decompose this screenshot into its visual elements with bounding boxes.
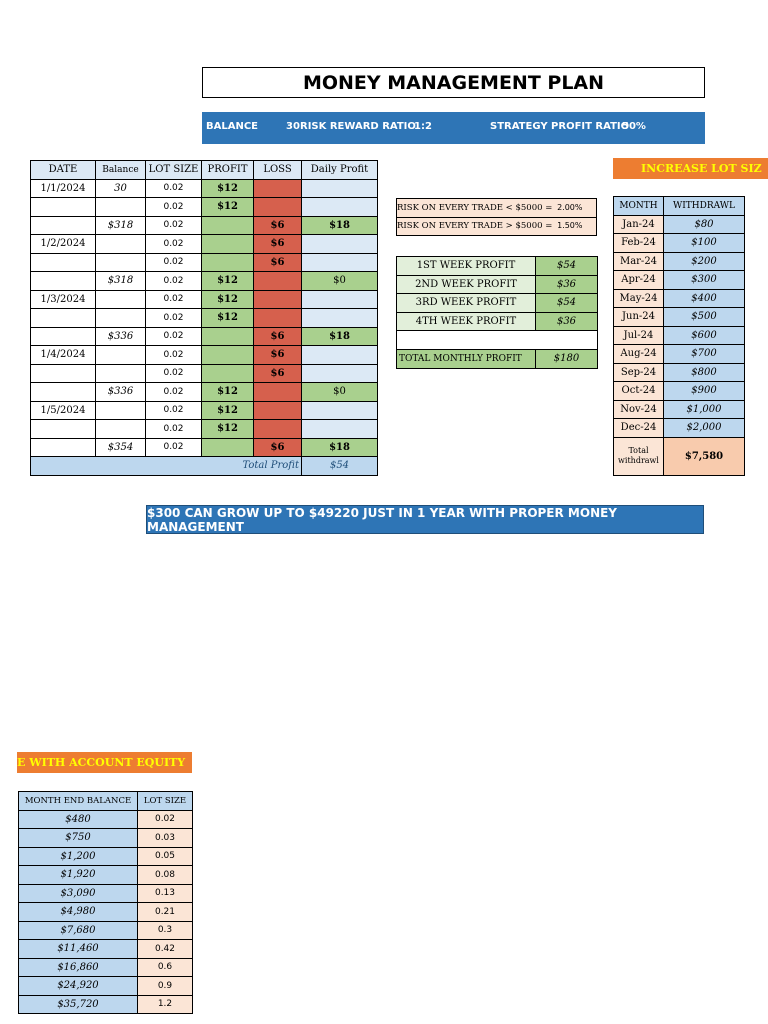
withdrawal-row (614, 271, 745, 290)
date-cell[interactable] (31, 364, 96, 383)
date-cell[interactable] (31, 420, 96, 439)
col-header-loss: LOSS (254, 161, 302, 180)
withdrawal-row (614, 289, 745, 308)
col-header-month-end-balance: MONTH END BALANCE (19, 792, 138, 811)
balance-cell[interactable]: 30 (96, 179, 146, 198)
withdrawl-cell[interactable]: $800 (664, 363, 745, 382)
equity-row (19, 829, 193, 848)
daily-profit-cell[interactable]: $0 (302, 272, 378, 291)
risk-label: RISK ON EVERY TRADE < $5000 = (397, 202, 553, 213)
weekly-spacer-row (397, 331, 598, 350)
monthly-profit-row (397, 350, 598, 369)
profit-cell[interactable] (202, 346, 254, 365)
balance-cell[interactable] (96, 420, 146, 439)
profit-cell[interactable] (202, 438, 254, 457)
month-end-balance-cell[interactable]: $7,680 (19, 921, 138, 940)
withdrawl-cell[interactable]: $500 (664, 308, 745, 327)
date-cell[interactable] (31, 272, 96, 291)
balance-cell[interactable]: $318 (96, 272, 146, 291)
month-end-balance-cell[interactable]: $4,980 (19, 903, 138, 922)
loss-cell[interactable] (254, 179, 302, 198)
total-withdrawl-label: Total withdrawl (614, 437, 664, 475)
loss-cell[interactable] (254, 401, 302, 420)
equity-row (19, 995, 193, 1014)
equity-banner (17, 752, 192, 773)
month-cell: Sep-24 (614, 363, 664, 382)
withdrawl-cell[interactable]: $200 (664, 252, 745, 271)
strategy-profit-label: STRATEGY PROFIT RATIO (490, 121, 630, 132)
loss-cell[interactable] (254, 198, 302, 217)
balance-cell[interactable] (96, 235, 146, 254)
risk-value[interactable]: 1.50% (557, 221, 583, 231)
week-profit-label: 1ST WEEK PROFIT (397, 257, 536, 276)
withdrawal-row (614, 400, 745, 419)
daily-profit-cell[interactable] (302, 309, 378, 328)
lot-size-cell[interactable]: 0.02 (146, 364, 202, 383)
profit-cell[interactable] (202, 364, 254, 383)
balance-cell[interactable]: $336 (96, 327, 146, 346)
col-header-lot-size: LOT SIZE (146, 161, 202, 180)
withdrawl-cell[interactable]: $300 (664, 271, 745, 290)
daily-profit-cell[interactable] (302, 346, 378, 365)
risk-table (396, 198, 597, 236)
month-cell: Jul-24 (614, 326, 664, 345)
col-header-profit: PROFIT (202, 161, 254, 180)
lot-size-cell[interactable]: 0.02 (146, 235, 202, 254)
table-header-row (31, 161, 378, 180)
profit-cell[interactable]: $12 (202, 198, 254, 217)
lot-size-cell[interactable]: 0.3 (138, 921, 193, 940)
lot-size-cell[interactable]: 0.02 (146, 216, 202, 235)
balance-cell[interactable] (96, 290, 146, 309)
lot-size-cell[interactable]: 0.42 (138, 940, 193, 959)
profit-cell[interactable]: $12 (202, 179, 254, 198)
loss-cell[interactable] (254, 272, 302, 291)
daily-profit-cell[interactable] (302, 401, 378, 420)
equity-row (19, 884, 193, 903)
equity-row (19, 958, 193, 977)
month-cell: Aug-24 (614, 345, 664, 364)
col-header-month: MONTH (614, 197, 664, 216)
lot-size-cell[interactable]: 0.08 (138, 866, 193, 885)
risk-reward-label: RISK REWARD RATIO (300, 121, 416, 132)
week-profit-value[interactable]: $36 (536, 275, 598, 294)
week-profit-label: 4TH WEEK PROFIT (397, 312, 536, 331)
balance-cell[interactable]: $318 (96, 216, 146, 235)
table-row (31, 401, 378, 420)
loss-cell[interactable]: $6 (254, 235, 302, 254)
total-profit-value[interactable]: $54 (302, 457, 378, 476)
table-header-row (614, 197, 745, 216)
table-row (31, 253, 378, 272)
equity-row (19, 810, 193, 829)
table-row (31, 235, 378, 254)
date-cell[interactable]: 1/2/2024 (31, 235, 96, 254)
week-profit-value[interactable]: $54 (536, 257, 598, 276)
lot-size-cell[interactable]: 0.02 (146, 272, 202, 291)
risk-value[interactable]: 2.00% (557, 202, 583, 212)
withdrawl-cell[interactable]: $2,000 (664, 419, 745, 438)
month-end-balance-cell[interactable]: $750 (19, 829, 138, 848)
weekly-profit-row (397, 294, 598, 313)
profit-cell[interactable] (202, 216, 254, 235)
lot-size-cell[interactable]: 0.02 (146, 438, 202, 457)
withdrawal-row (614, 326, 745, 345)
loss-cell[interactable]: $6 (254, 364, 302, 383)
balance-cell[interactable]: $336 (96, 383, 146, 402)
week-profit-label: 2ND WEEK PROFIT (397, 275, 536, 294)
month-cell: Nov-24 (614, 400, 664, 419)
profit-cell[interactable]: $12 (202, 383, 254, 402)
date-cell[interactable]: 1/5/2024 (31, 401, 96, 420)
date-cell[interactable]: 1/1/2024 (31, 179, 96, 198)
table-row (31, 420, 378, 439)
month-end-balance-cell[interactable]: $35,720 (19, 995, 138, 1014)
daily-profit-cell[interactable]: $18 (302, 438, 378, 457)
balance-cell[interactable] (96, 364, 146, 383)
balance-value[interactable]: 30 (286, 121, 300, 132)
balance-cell[interactable] (96, 198, 146, 217)
profit-cell[interactable] (202, 327, 254, 346)
increase-lot-size-banner (613, 158, 768, 179)
withdrawal-row (614, 252, 745, 271)
daily-profit-cell[interactable]: $18 (302, 216, 378, 235)
week-profit-label: 3RD WEEK PROFIT (397, 294, 536, 313)
loss-cell[interactable]: $6 (254, 438, 302, 457)
month-cell: Apr-24 (614, 271, 664, 290)
lot-size-cell[interactable]: 0.02 (146, 179, 202, 198)
profit-cell[interactable] (202, 235, 254, 254)
loss-cell[interactable]: $6 (254, 216, 302, 235)
loss-cell[interactable] (254, 383, 302, 402)
lot-size-cell[interactable]: 0.02 (146, 253, 202, 272)
col-header-lot-size: LOT SIZE (138, 792, 193, 811)
col-header-withdrawl: WITHDRAWL (664, 197, 745, 216)
balance-label: BALANCE (206, 121, 259, 132)
lot-size-cell[interactable]: 0.02 (146, 420, 202, 439)
risk-row (397, 217, 597, 236)
lot-size-cell[interactable]: 0.02 (146, 401, 202, 420)
lot-size-cell[interactable]: 0.13 (138, 884, 193, 903)
summary-bar (202, 112, 705, 144)
balance-cell[interactable]: $354 (96, 438, 146, 457)
profit-cell[interactable]: $12 (202, 401, 254, 420)
week-profit-value[interactable]: $36 (536, 312, 598, 331)
total-withdrawl-row (614, 437, 745, 475)
lot-size-cell[interactable]: 0.6 (138, 958, 193, 977)
weekly-profit-row (397, 312, 598, 331)
withdrawal-row (614, 234, 745, 253)
strategy-profit-value[interactable]: 50% (622, 121, 646, 132)
daily-profit-cell[interactable]: $0 (302, 383, 378, 402)
increase-lot-size-label: INCREASE LOT SIZ (641, 162, 762, 175)
lot-size-cell[interactable]: 0.02 (146, 346, 202, 365)
daily-profit-cell[interactable]: $18 (302, 327, 378, 346)
equity-row (19, 903, 193, 922)
profit-cell[interactable]: $12 (202, 309, 254, 328)
table-row (31, 438, 378, 457)
month-end-balance-cell[interactable]: $1,200 (19, 847, 138, 866)
weekly-profit-row (397, 257, 598, 276)
month-cell: Feb-24 (614, 234, 664, 253)
page-title: MONEY MANAGEMENT PLAN (202, 67, 705, 98)
equity-row (19, 847, 193, 866)
date-cell[interactable] (31, 438, 96, 457)
monthly-profit-label: TOTAL MONTHLY PROFIT (397, 350, 536, 369)
loss-cell[interactable]: $6 (254, 346, 302, 365)
lot-size-cell[interactable]: 0.02 (146, 290, 202, 309)
table-row (31, 364, 378, 383)
total-profit-label: Total Profit (31, 457, 302, 476)
table-row (31, 309, 378, 328)
withdrawl-cell[interactable]: $400 (664, 289, 745, 308)
date-cell[interactable] (31, 198, 96, 217)
date-cell[interactable] (31, 383, 96, 402)
risk-row-cell[interactable] (397, 217, 597, 236)
table-row (31, 272, 378, 291)
balance-cell[interactable] (96, 346, 146, 365)
daily-profit-cell[interactable] (302, 179, 378, 198)
withdrawl-cell[interactable]: $80 (664, 215, 745, 234)
month-cell: Oct-24 (614, 382, 664, 401)
table-row (31, 383, 378, 402)
withdrawal-row (614, 363, 745, 382)
table-header-row (19, 792, 193, 811)
equity-row (19, 866, 193, 885)
lot-size-cell[interactable]: 0.02 (146, 198, 202, 217)
table-row (31, 346, 378, 365)
lot-size-cell[interactable]: 0.9 (138, 977, 193, 996)
col-header-date: DATE (31, 161, 96, 180)
daily-profit-cell[interactable] (302, 253, 378, 272)
month-cell: Jun-24 (614, 308, 664, 327)
lot-size-cell[interactable]: 0.02 (146, 327, 202, 346)
lot-size-cell[interactable]: 0.02 (146, 383, 202, 402)
lot-size-cell[interactable]: 0.21 (138, 903, 193, 922)
withdrawl-cell[interactable]: $100 (664, 234, 745, 253)
growth-banner: $300 CAN GROW UP TO $49220 JUST IN 1 YEAR WITH PROPER MONEY MANAGEMENT (146, 505, 704, 534)
weekly-profit-table (396, 256, 598, 369)
date-cell[interactable] (31, 309, 96, 328)
loss-cell[interactable] (254, 309, 302, 328)
col-header-daily-profit: Daily Profit (302, 161, 378, 180)
month-cell: Mar-24 (614, 252, 664, 271)
withdrawal-row (614, 308, 745, 327)
equity-lot-table (18, 791, 193, 1014)
daily-profit-cell[interactable] (302, 420, 378, 439)
month-end-balance-cell[interactable]: $3,090 (19, 884, 138, 903)
profit-cell[interactable]: $12 (202, 272, 254, 291)
withdrawl-cell[interactable]: $600 (664, 326, 745, 345)
weekly-profit-row (397, 275, 598, 294)
month-end-balance-cell[interactable]: $16,860 (19, 958, 138, 977)
daily-profit-cell[interactable] (302, 235, 378, 254)
lot-size-cell[interactable]: 1.2 (138, 995, 193, 1014)
withdrawl-cell[interactable]: $700 (664, 345, 745, 364)
trade-log-table (30, 160, 378, 476)
month-end-balance-cell[interactable]: $1,920 (19, 866, 138, 885)
table-row (31, 290, 378, 309)
lot-size-cell[interactable]: 0.02 (138, 810, 193, 829)
withdrawal-row (614, 419, 745, 438)
balance-cell[interactable] (96, 401, 146, 420)
total-withdrawl-value[interactable]: $7,580 (664, 437, 745, 475)
lot-size-cell[interactable]: 0.05 (138, 847, 193, 866)
withdrawal-table (613, 196, 745, 476)
monthly-profit-value[interactable]: $180 (536, 350, 598, 369)
withdrawal-row (614, 215, 745, 234)
col-header-balance: Balance (96, 161, 146, 180)
daily-profit-cell[interactable] (302, 198, 378, 217)
date-cell[interactable]: 1/3/2024 (31, 290, 96, 309)
balance-cell[interactable] (96, 309, 146, 328)
risk-row (397, 199, 597, 218)
table-row (31, 198, 378, 217)
date-cell[interactable] (31, 216, 96, 235)
month-end-balance-cell[interactable]: $24,920 (19, 977, 138, 996)
withdrawal-row (614, 382, 745, 401)
profit-cell[interactable]: $12 (202, 420, 254, 439)
total-profit-row (31, 457, 378, 476)
risk-label: RISK ON EVERY TRADE > $5000 = (397, 221, 553, 232)
loss-cell[interactable] (254, 420, 302, 439)
lot-size-cell[interactable]: 0.02 (146, 309, 202, 328)
daily-profit-cell[interactable] (302, 364, 378, 383)
equity-row (19, 921, 193, 940)
table-row (31, 327, 378, 346)
equity-row (19, 940, 193, 959)
loss-cell[interactable]: $6 (254, 253, 302, 272)
loss-cell[interactable] (254, 290, 302, 309)
week-profit-value[interactable]: $54 (536, 294, 598, 313)
equity-row (19, 977, 193, 996)
table-row (31, 216, 378, 235)
equity-label: E WITH ACCOUNT EQUITY (17, 756, 186, 769)
month-cell: May-24 (614, 289, 664, 308)
month-cell: Dec-24 (614, 419, 664, 438)
risk-row-cell[interactable] (397, 199, 597, 218)
lot-size-cell[interactable]: 0.03 (138, 829, 193, 848)
date-cell[interactable] (31, 253, 96, 272)
withdrawal-row (614, 345, 745, 364)
withdrawl-cell[interactable]: $900 (664, 382, 745, 401)
profit-cell[interactable] (202, 253, 254, 272)
profit-cell[interactable]: $12 (202, 290, 254, 309)
table-row (31, 179, 378, 198)
month-end-balance-cell[interactable]: $11,460 (19, 940, 138, 959)
date-cell[interactable] (31, 327, 96, 346)
daily-profit-cell[interactable] (302, 290, 378, 309)
month-cell: Jan-24 (614, 215, 664, 234)
withdrawl-cell[interactable]: $1,000 (664, 400, 745, 419)
month-end-balance-cell[interactable]: $480 (19, 810, 138, 829)
balance-cell[interactable] (96, 253, 146, 272)
date-cell[interactable]: 1/4/2024 (31, 346, 96, 365)
risk-reward-value[interactable]: 1:2 (414, 121, 432, 132)
loss-cell[interactable]: $6 (254, 327, 302, 346)
